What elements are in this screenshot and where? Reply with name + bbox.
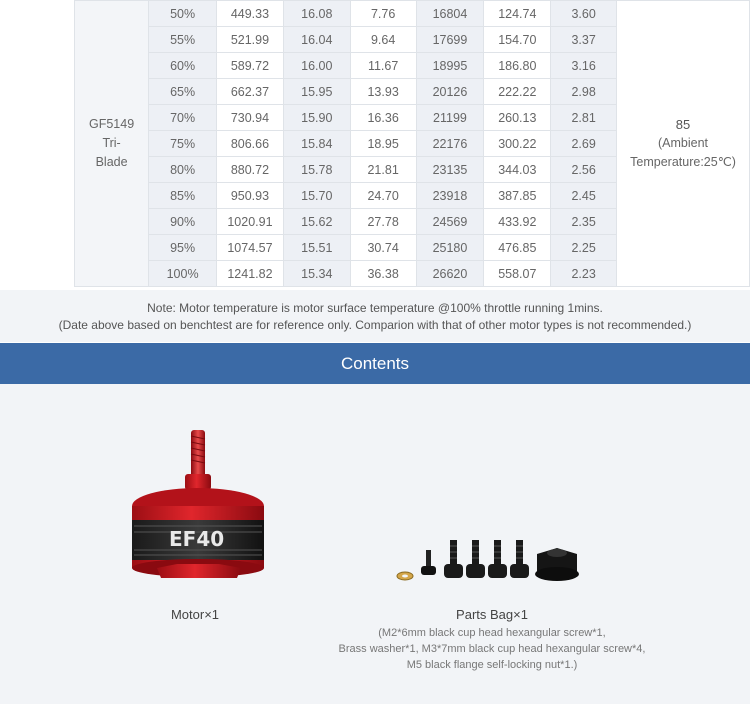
table-cell: 15.95	[283, 79, 350, 105]
parts-bag-detail-2: Brass washer*1, M3*7mm black cup head hexangular screw*4,	[338, 643, 646, 655]
motor-caption: Motor×1	[170, 607, 220, 622]
table-cell: 15.51	[283, 235, 350, 261]
table-cell: 15.70	[283, 183, 350, 209]
table-cell: 16.08	[283, 1, 350, 27]
table-cell: 2.45	[551, 183, 617, 209]
table-cell: 13.93	[350, 79, 416, 105]
table-cell: 18995	[416, 53, 484, 79]
table-cell: 662.37	[217, 79, 284, 105]
table-cell: 2.81	[551, 105, 617, 131]
table-cell: 36.38	[350, 261, 416, 287]
table-cell: 21199	[416, 105, 484, 131]
parts-bag-detail-1: (M2*6mm black cup head hexangular screw*1,	[378, 627, 606, 639]
note-line-2: (Date above based on benchtest are for reference only. Comparion with that of other motor types is not recommended.)	[58, 318, 692, 332]
table-cell: 65%	[149, 79, 217, 105]
table-cell: 3.60	[551, 1, 617, 27]
parts-bag-caption: Parts Bag×1	[456, 607, 528, 622]
table-cell: 18.95	[350, 131, 416, 157]
parts-bag-detail-3: M5 black flange self-locking nut*1.)	[406, 659, 578, 671]
temperature-note-2: Temperature:25℃)	[630, 155, 736, 169]
table-cell: 100%	[149, 261, 217, 287]
table-cell: 1020.91	[217, 209, 284, 235]
table-cell: 433.92	[484, 209, 551, 235]
table-cell: 16.36	[350, 105, 416, 131]
table-cell: 90%	[149, 209, 217, 235]
table-cell: 50%	[149, 1, 217, 27]
parts-bag-image	[395, 536, 585, 591]
table-cell: 222.22	[484, 79, 551, 105]
table-cell: 20126	[416, 79, 484, 105]
temperature-value: 85	[675, 117, 691, 132]
table-cell: 730.94	[217, 105, 284, 131]
table-cell: 387.85	[484, 183, 551, 209]
table-cell: 2.35	[551, 209, 617, 235]
table-cell: 2.98	[551, 79, 617, 105]
table-cell: 11.67	[350, 53, 416, 79]
table-cell: 15.78	[283, 157, 350, 183]
table-cell: 24569	[416, 209, 484, 235]
table-row	[75, 1, 750, 27]
table-cell: 15.90	[283, 105, 350, 131]
table-cell: 23918	[416, 183, 484, 209]
table-cell: 476.85	[484, 235, 551, 261]
table-cell: 75%	[149, 131, 217, 157]
table-cell: 16804	[416, 1, 484, 27]
table-cell: 124.74	[484, 1, 551, 27]
note-line-1: Note: Motor temperature is motor surface temperature @100% throttle running 1mins.	[147, 301, 603, 315]
propeller-cell: GF5149 Tri-Blade	[75, 1, 149, 287]
table-cell: 880.72	[217, 157, 284, 183]
table-cell: 25180	[416, 235, 484, 261]
table-cell: 27.78	[350, 209, 416, 235]
table-cell: 154.70	[484, 27, 551, 53]
table-cell: 1241.82	[217, 261, 284, 287]
table-cell: 186.80	[484, 53, 551, 79]
table-cell: 85%	[149, 183, 217, 209]
table-cell: 15.84	[283, 131, 350, 157]
table-cell: 2.56	[551, 157, 617, 183]
table-cell: 558.07	[484, 261, 551, 287]
table-cell: 95%	[149, 235, 217, 261]
temperature-cell	[617, 1, 750, 287]
table-cell: 22176	[416, 131, 484, 157]
table-cell: 15.34	[283, 261, 350, 287]
contents-header: Contents	[0, 343, 750, 384]
table-cell: 449.33	[217, 1, 284, 27]
table-cell: 80%	[149, 157, 217, 183]
table-cell: 589.72	[217, 53, 284, 79]
table-cell: 806.66	[217, 131, 284, 157]
table-cell: 300.22	[484, 131, 551, 157]
table-cell: 3.37	[551, 27, 617, 53]
motor-image	[125, 426, 275, 586]
table-cell: 2.23	[551, 261, 617, 287]
table-cell: 260.13	[484, 105, 551, 131]
table-cell: 23135	[416, 157, 484, 183]
table-cell: 55%	[149, 27, 217, 53]
table-cell: 17699	[416, 27, 484, 53]
table-cell: 26620	[416, 261, 484, 287]
table-cell: 30.74	[350, 235, 416, 261]
motor-brand-text: EF40	[169, 527, 225, 551]
table-cell: 344.03	[484, 157, 551, 183]
table-cell: 16.00	[283, 53, 350, 79]
spec-table	[74, 0, 750, 287]
table-cell: 2.69	[551, 131, 617, 157]
note-panel	[0, 290, 750, 342]
contents-area	[0, 384, 750, 704]
table-cell: 1074.57	[217, 235, 284, 261]
table-cell: 7.76	[350, 1, 416, 27]
temperature-note-1: (Ambient	[658, 136, 709, 150]
table-cell: 950.93	[217, 183, 284, 209]
spec-table-section	[0, 0, 750, 290]
table-cell: 70%	[149, 105, 217, 131]
table-cell: 21.81	[350, 157, 416, 183]
table-cell: 3.16	[551, 53, 617, 79]
table-cell: 2.25	[551, 235, 617, 261]
table-cell: 60%	[149, 53, 217, 79]
table-cell: 16.04	[283, 27, 350, 53]
table-cell: 24.70	[350, 183, 416, 209]
table-cell: 9.64	[350, 27, 416, 53]
table-cell: 15.62	[283, 209, 350, 235]
table-cell: 521.99	[217, 27, 284, 53]
